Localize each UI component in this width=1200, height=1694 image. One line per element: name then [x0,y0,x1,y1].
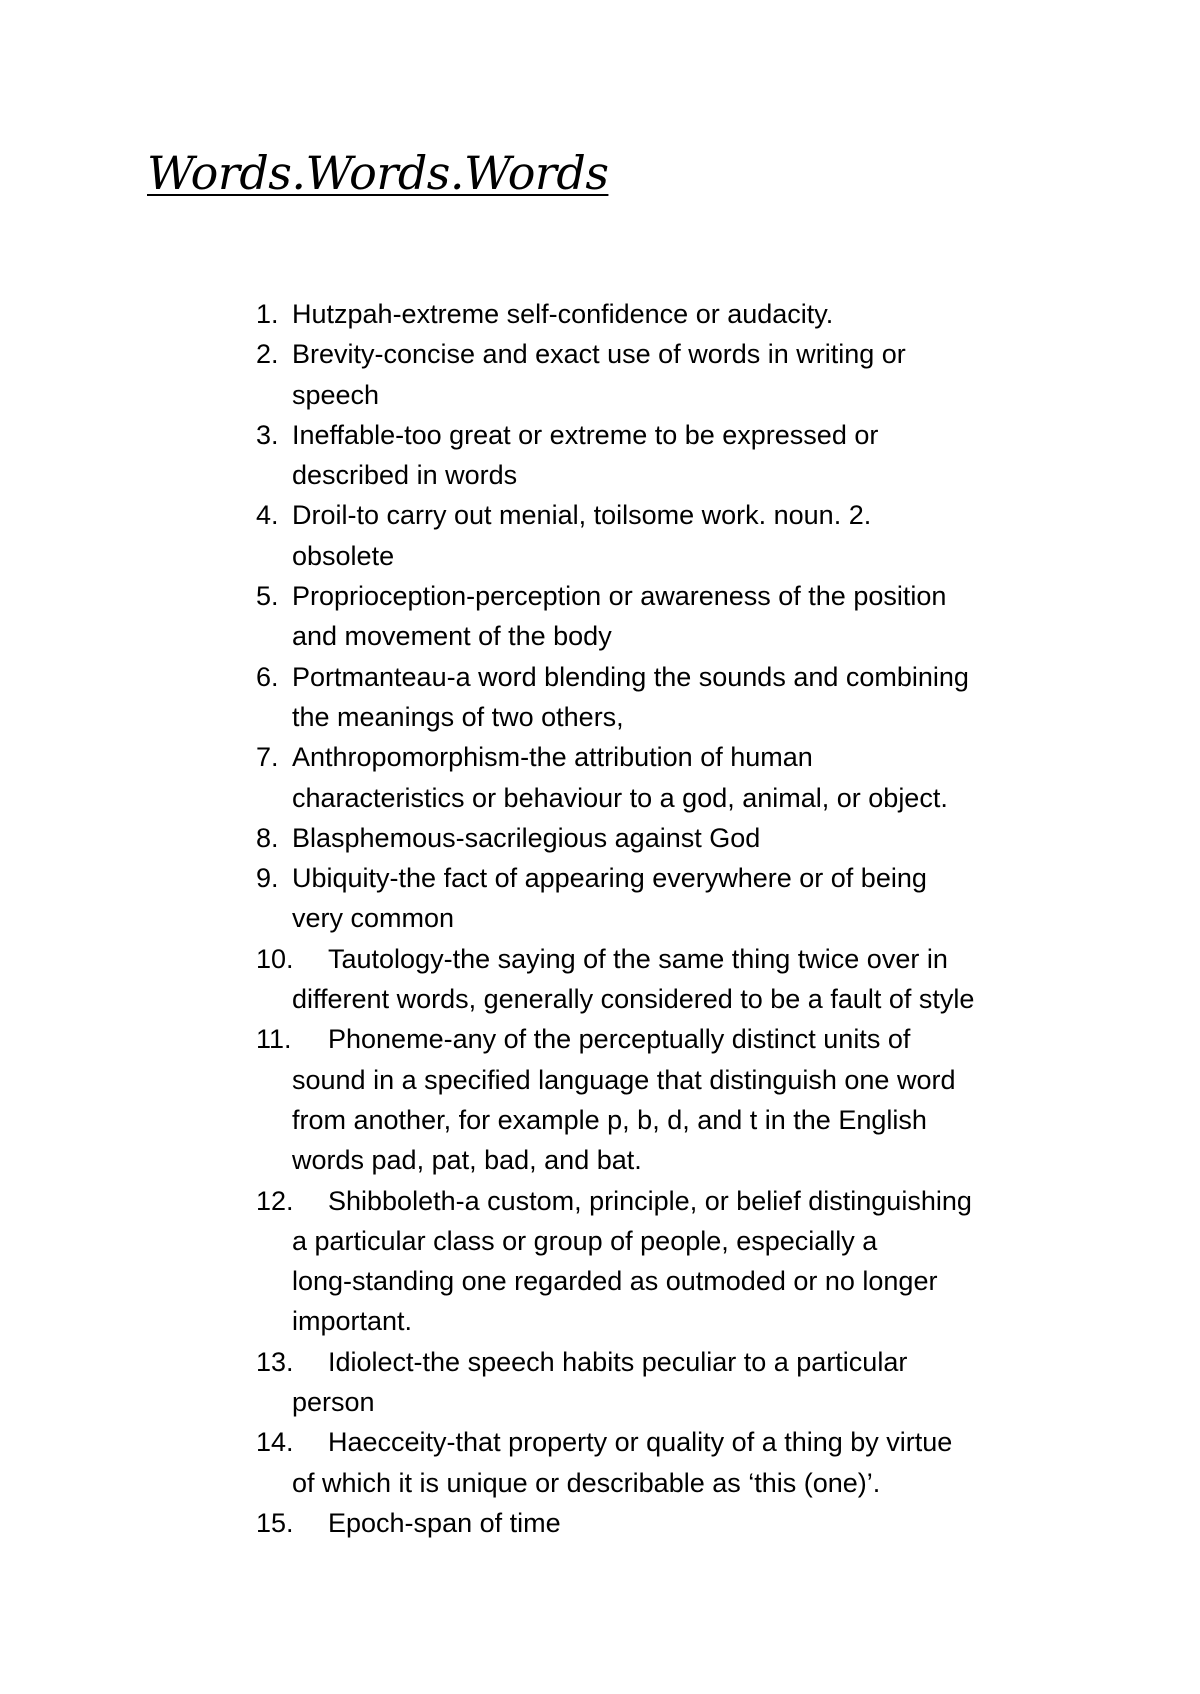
list-item-text-line: very common [292,903,455,934]
list-item-text-line: the meanings of two others, [292,701,624,732]
list-item-text-line: person [292,1387,375,1418]
list-item-text-line: Ubiquity-the fact of appearing everywhere or of being [292,863,927,894]
list-item-text-line: Haecceity-that property or quality of a thing by virtue [328,1427,953,1458]
vocabulary-list [0,294,1200,1543]
list-item-text-line: characteristics or behaviour to a god, animal, or object. [292,782,948,813]
list-item-number: 13. [256,1346,294,1377]
list-item-text-line: Ineffable-too great or extreme to be expressed or [292,419,879,450]
list-item-text-line: Epoch-span of time [328,1507,561,1538]
list-item-text-line: Proprioception-perception or awareness of the position [292,581,947,612]
page-title: Words.Words.Words [147,146,609,200]
list-item-text-line: Portmanteau-a word blending the sounds and combining [292,661,969,692]
list-item-number: 14. [256,1427,294,1458]
list-item-number: 1. [256,299,279,329]
list-item-number: 3. [256,419,279,450]
list-item-text-line: sound in a specified language that distinguish one word [292,1064,956,1095]
list-item [0,1019,1072,1180]
list-item-text-line: Droil-to carry out menial, toilsome work. noun. 2. [292,500,872,531]
list-item-text-line: obsolete [292,540,395,571]
list-item-text-line: Tautology-the saying of the same thing twice over in [328,943,948,974]
list-item-text-line: different words, generally considered to be a fault of style [292,984,975,1015]
list-item-text-line: Brevity-concise and exact use of words in writing or [292,339,906,370]
list-item-text-line: described in words [292,460,518,491]
list-item-number: 15. [256,1507,294,1538]
list-item-text-line: Idiolect-the speech habits peculiar to a particular [328,1346,908,1377]
list-item [0,1342,1072,1423]
list-item-text-line: Shibboleth-a custom, principle, or belief distinguishing [328,1185,972,1216]
list-item [0,737,1072,818]
list-item-text-line: words pad, pat, bad, and bat. [292,1145,642,1176]
list-item-number: 5. [256,581,279,612]
list-item [0,415,1072,496]
list-item [0,294,1072,334]
list-item-number: 2. [256,339,279,370]
list-item-number: 8. [256,822,279,853]
list-item-number: 10. [256,943,294,974]
list-item-text-line: Phoneme-any of the perceptually distinct units of [328,1024,911,1055]
list-item-text-line: Anthropomorphism-the attribution of human [292,742,813,773]
list-item [0,1181,1072,1342]
list-item-number: 12. [256,1185,294,1216]
list-item-text-line: a particular class or group of people, especially a [292,1225,878,1256]
list-item-text-line: long-standing one regarded as outmoded or no longer [292,1266,938,1297]
list-item [0,576,1072,657]
list-item-text-line: and movement of the body [292,621,612,652]
list-item-number: 9. [256,863,279,894]
list-item-text-line: important. [292,1306,413,1337]
list-item [0,1422,1072,1503]
list-item-text-line: from another, for example p, b, d, and t in the English [292,1104,927,1135]
list-item-number: 7. [256,742,279,773]
list-item-text-line: Blasphemous-sacrilegious against God [292,822,761,853]
list-item [0,818,1072,858]
list-item [0,495,1072,576]
list-item [0,858,1072,939]
list-item [0,939,1072,1020]
list-item-number: 6. [256,661,279,692]
list-item-number: 11. [256,1024,292,1055]
list-item-number: 4. [256,500,279,531]
list-item-text-line: speech [292,379,380,410]
list-item-text-line: of which it is unique or describable as ‘this (one)’. [292,1467,881,1498]
list-item-text-line: Hutzpah-extreme self-confidence or audacity. [292,299,834,329]
list-item [0,334,1072,415]
list-item [0,1503,1072,1543]
list-item [0,657,1072,738]
